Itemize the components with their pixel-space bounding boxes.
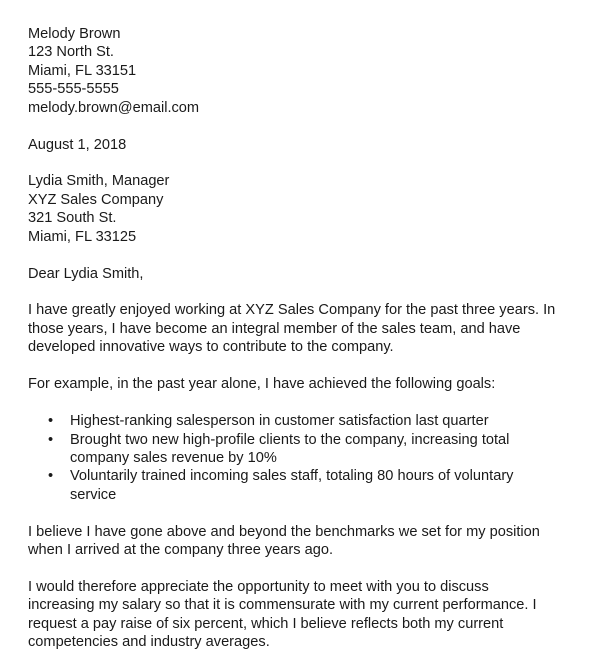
intro-line: developed innovative ways to contribute to the company.	[28, 339, 394, 356]
sender-street: 123 North St.	[28, 44, 114, 61]
benchmarks-paragraph	[28, 523, 573, 560]
sender-phone: 555-555-5555	[28, 81, 119, 98]
goal-line: service	[70, 486, 117, 503]
request-line: request a pay raise of six percent, which I believe reflects both my current	[28, 615, 504, 632]
salutation	[28, 265, 573, 283]
goal-item	[28, 431, 573, 468]
intro-paragraph	[28, 301, 573, 356]
intro-line: I have greatly enjoyed working at XYZ Sales Company for the past three years. In	[28, 302, 556, 319]
sender-address	[28, 25, 573, 117]
letter	[28, 25, 573, 652]
goal-line: Voluntarily trained incoming sales staff, totaling 80 hours of voluntary	[70, 468, 514, 485]
bullet-icon: •	[48, 468, 54, 485]
recipient-city-state-zip: Miami, FL 33125	[28, 228, 137, 245]
letter-date	[28, 136, 573, 154]
goals-lead-paragraph	[28, 375, 573, 393]
recipient-address	[28, 172, 573, 246]
benchmarks-line: when I arrived at the company three years ago.	[28, 542, 334, 559]
sender-email: melody.brown@email.com	[28, 99, 200, 116]
intro-line: those years, I have become an integral member of the sales team, and have	[28, 320, 521, 337]
goal-line: company sales revenue by 10%	[70, 449, 277, 466]
sender-city-state-zip: Miami, FL 33151	[28, 62, 137, 79]
recipient-company: XYZ Sales Company	[28, 191, 164, 208]
goal-item	[28, 412, 573, 430]
salutation-text: Dear Lydia Smith,	[28, 265, 144, 282]
bullet-icon: •	[48, 413, 54, 430]
request-line: I would therefore appreciate the opportunity to meet with you to discuss	[28, 578, 489, 595]
date-text: August 1, 2018	[28, 136, 127, 153]
request-paragraph	[28, 578, 573, 652]
recipient-street: 321 South St.	[28, 210, 117, 227]
goal-item	[28, 467, 573, 504]
goals-list	[28, 412, 573, 504]
goal-line: Highest-ranking salesperson in customer satisfaction last quarter	[70, 413, 489, 430]
goal-line: Brought two new high-profile clients to the company, increasing total	[70, 431, 510, 448]
sender-name: Melody Brown	[28, 26, 121, 42]
request-line: competencies and industry averages.	[28, 634, 270, 651]
request-line: increasing my salary so that it is commensurate with my current performance. I	[28, 597, 537, 614]
goals-lead-line: For example, in the past year alone, I have achieved the following goals:	[28, 376, 496, 393]
recipient-name-title: Lydia Smith, Manager	[28, 173, 170, 190]
bullet-icon: •	[48, 431, 54, 448]
benchmarks-line: I believe I have gone above and beyond the benchmarks we set for my position	[28, 523, 540, 540]
